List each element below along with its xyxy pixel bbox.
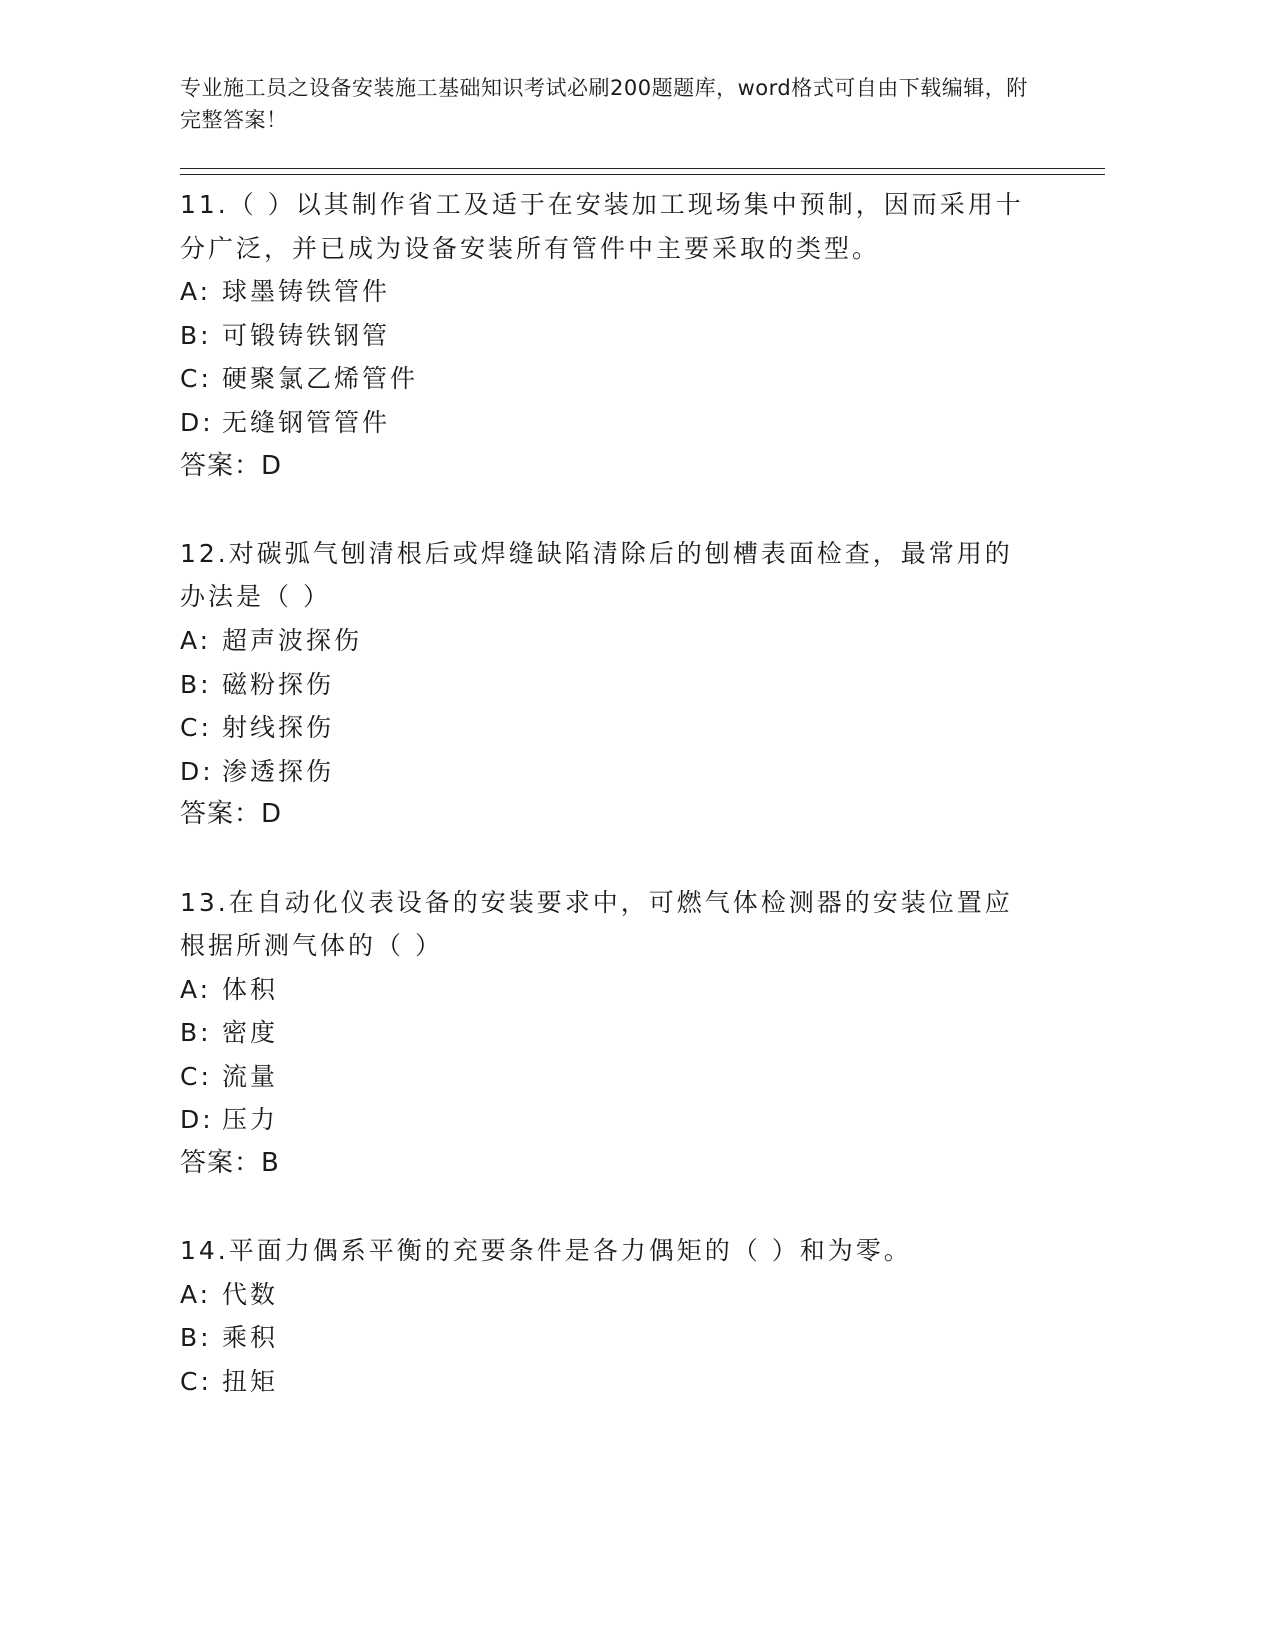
option-letter: A:: [180, 277, 212, 307]
answer-line: 答案：D: [180, 450, 283, 481]
answer-line: 答案：D: [180, 799, 283, 830]
option-letter: D:: [180, 407, 214, 437]
question-14: [180, 1229, 1040, 1403]
header-divider-bottom: [180, 174, 1105, 175]
option-b: [180, 1316, 1040, 1360]
option-d: [180, 401, 1040, 445]
option-d: [180, 1098, 1040, 1142]
question-stem: 13.在自动化仪表设备的安装要求中，可燃气体检测器的安装位置应根据所测气体的（ ）: [180, 887, 1013, 961]
option-letter: D:: [180, 1105, 214, 1135]
option-b: [180, 1011, 1040, 1055]
option-letter: C:: [180, 713, 212, 743]
option-d: [180, 750, 1040, 794]
option-text: 可锻铸铁钢管: [222, 320, 391, 350]
option-text: 扭矩: [222, 1367, 279, 1397]
question-list: [180, 183, 1040, 1404]
option-letter: A:: [180, 625, 212, 655]
document-header: 专业施工员之设备安装施工基础知识考试必刷200题题库，word格式可自由下载编辑，附完整答案！: [180, 76, 1028, 132]
option-letter: C:: [180, 1367, 212, 1397]
option-letter: C:: [180, 1061, 212, 1091]
option-text: 无缝钢管管件: [222, 407, 391, 437]
option-text: 硬聚氯乙烯管件: [222, 364, 419, 394]
option-text: 渗透探伤: [222, 756, 335, 786]
option-a: [180, 1273, 1040, 1317]
option-c: [180, 1055, 1040, 1099]
option-letter: C:: [180, 364, 212, 394]
option-letter: B:: [180, 1323, 212, 1353]
option-letter: B:: [180, 669, 212, 699]
option-c: [180, 706, 1040, 750]
option-text: 压力: [222, 1105, 279, 1135]
question-stem: 11.（ ）以其制作省工及适于在安装加工现场集中预制，因而采用十分广泛，并已成为设备安装所有管件中主要采取的类型。: [180, 190, 1024, 263]
option-text: 密度: [222, 1018, 279, 1048]
option-text: 球墨铸铁管件: [222, 277, 391, 307]
option-a: [180, 270, 1040, 314]
option-letter: A:: [180, 974, 212, 1004]
question-stem: 12.对碳弧气刨清根后或焊缝缺陷清除后的刨槽表面检查，最常用的办法是（ ）: [180, 538, 1013, 612]
option-letter: D:: [180, 756, 214, 786]
option-a: [180, 619, 1040, 663]
option-text: 乘积: [222, 1323, 279, 1353]
option-text: 磁粉探伤: [222, 669, 335, 699]
option-text: 代数: [222, 1279, 279, 1309]
option-text: 射线探伤: [222, 713, 335, 743]
option-b: [180, 663, 1040, 707]
header-divider-top: [180, 168, 1105, 169]
question-12: [180, 532, 1040, 837]
option-c: [180, 1360, 1040, 1404]
option-letter: B:: [180, 320, 212, 350]
answer-line: 答案：B: [180, 1148, 280, 1179]
question-spacer: [180, 1186, 1040, 1230]
question-11: [180, 183, 1040, 488]
option-text: 流量: [222, 1061, 279, 1091]
question-spacer: [180, 837, 1040, 881]
question-spacer: [180, 488, 1040, 532]
question-13: [180, 881, 1040, 1186]
option-c: [180, 357, 1040, 401]
option-letter: A:: [180, 1279, 212, 1309]
question-stem: 14.平面力偶系平衡的充要条件是各力偶矩的（ ）和为零。: [180, 1236, 912, 1266]
option-a: [180, 968, 1040, 1012]
option-text: 超声波探伤: [222, 625, 363, 655]
option-b: [180, 314, 1040, 358]
option-letter: B:: [180, 1018, 212, 1048]
option-text: 体积: [222, 974, 279, 1004]
